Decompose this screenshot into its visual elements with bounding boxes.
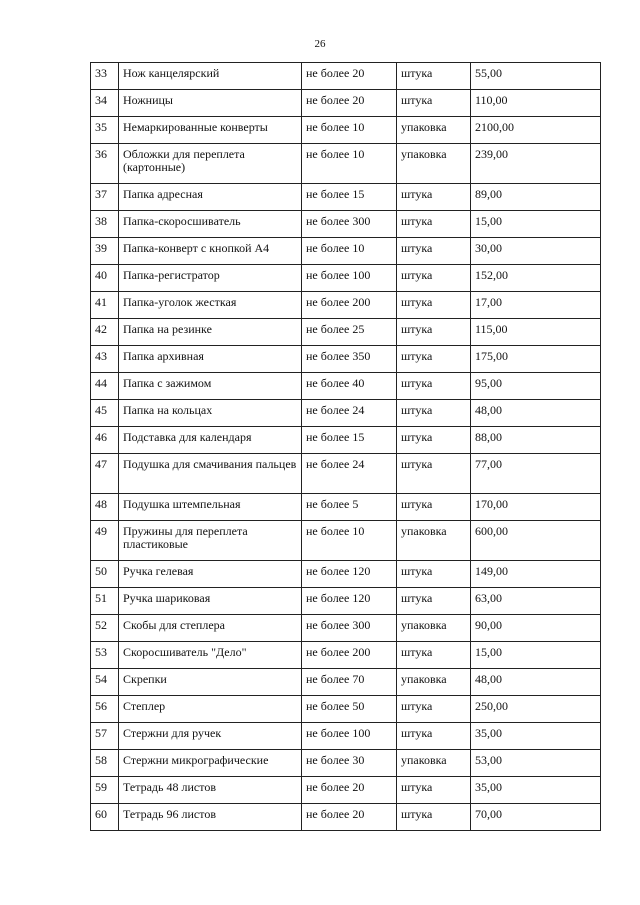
row-number: 36 — [91, 144, 119, 184]
item-quantity: не более 10 — [302, 238, 397, 265]
item-quantity: не более 70 — [302, 669, 397, 696]
item-price: 15,00 — [471, 642, 601, 669]
item-name: Подставка для календаря — [119, 427, 302, 454]
item-price: 110,00 — [471, 90, 601, 117]
table-row — [91, 211, 601, 238]
item-price: 48,00 — [471, 400, 601, 427]
item-unit: упаковка — [397, 144, 471, 184]
item-name: Папка адресная — [119, 184, 302, 211]
item-quantity: не более 15 — [302, 184, 397, 211]
table-row — [91, 750, 601, 777]
item-quantity: не более 20 — [302, 63, 397, 90]
item-price: 35,00 — [471, 723, 601, 750]
table-row — [91, 400, 601, 427]
item-price: 55,00 — [471, 63, 601, 90]
table-row — [91, 90, 601, 117]
table-row — [91, 642, 601, 669]
row-number: 41 — [91, 292, 119, 319]
item-unit: штука — [397, 777, 471, 804]
item-quantity: не более 30 — [302, 750, 397, 777]
item-unit: штука — [397, 319, 471, 346]
item-name: Скобы для степлера — [119, 615, 302, 642]
item-unit: упаковка — [397, 750, 471, 777]
item-quantity: не более 10 — [302, 521, 397, 561]
table-row — [91, 238, 601, 265]
row-number: 34 — [91, 90, 119, 117]
row-number: 47 — [91, 454, 119, 494]
row-number: 58 — [91, 750, 119, 777]
item-quantity: не более 10 — [302, 144, 397, 184]
item-name: Папка на кольцах — [119, 400, 302, 427]
item-name: Скрепки — [119, 669, 302, 696]
item-unit: штука — [397, 63, 471, 90]
item-quantity: не более 200 — [302, 292, 397, 319]
item-unit: штука — [397, 642, 471, 669]
item-quantity: не более 120 — [302, 561, 397, 588]
item-unit: штука — [397, 90, 471, 117]
row-number: 39 — [91, 238, 119, 265]
row-number: 49 — [91, 521, 119, 561]
table-row — [91, 804, 601, 831]
row-number: 46 — [91, 427, 119, 454]
table-row — [91, 723, 601, 750]
item-quantity: не более 15 — [302, 427, 397, 454]
item-name: Обложки для переплета (картонные) — [119, 144, 302, 184]
table-row — [91, 669, 601, 696]
item-unit: штука — [397, 427, 471, 454]
item-quantity: не более 100 — [302, 723, 397, 750]
item-price: 77,00 — [471, 454, 601, 494]
item-unit: штука — [397, 238, 471, 265]
item-name: Ручка шариковая — [119, 588, 302, 615]
item-name: Стержни для ручек — [119, 723, 302, 750]
item-name: Папка-уголок жесткая — [119, 292, 302, 319]
table-row — [91, 588, 601, 615]
item-price: 17,00 — [471, 292, 601, 319]
item-quantity: не более 25 — [302, 319, 397, 346]
item-quantity: не более 200 — [302, 642, 397, 669]
item-quantity: не более 40 — [302, 373, 397, 400]
item-price: 175,00 — [471, 346, 601, 373]
item-name: Тетрадь 48 листов — [119, 777, 302, 804]
row-number: 52 — [91, 615, 119, 642]
item-price: 115,00 — [471, 319, 601, 346]
table-row — [91, 373, 601, 400]
item-quantity: не более 50 — [302, 696, 397, 723]
item-name: Подушка штемпельная — [119, 494, 302, 521]
table-row — [91, 454, 601, 494]
item-name: Степлер — [119, 696, 302, 723]
item-unit: штука — [397, 211, 471, 238]
table-row — [91, 144, 601, 184]
row-number: 60 — [91, 804, 119, 831]
row-number: 33 — [91, 63, 119, 90]
item-price: 2100,00 — [471, 117, 601, 144]
item-name: Немаркированные конверты — [119, 117, 302, 144]
item-price: 170,00 — [471, 494, 601, 521]
table-row — [91, 615, 601, 642]
row-number: 51 — [91, 588, 119, 615]
item-price: 30,00 — [471, 238, 601, 265]
item-name: Тетрадь 96 листов — [119, 804, 302, 831]
table-row — [91, 696, 601, 723]
table-row — [91, 777, 601, 804]
item-price: 239,00 — [471, 144, 601, 184]
item-price: 53,00 — [471, 750, 601, 777]
table-row — [91, 319, 601, 346]
item-name: Папка-регистратор — [119, 265, 302, 292]
item-quantity: не более 20 — [302, 777, 397, 804]
row-number: 37 — [91, 184, 119, 211]
item-quantity: не более 120 — [302, 588, 397, 615]
row-number: 50 — [91, 561, 119, 588]
table-row — [91, 521, 601, 561]
item-quantity: не более 350 — [302, 346, 397, 373]
item-price: 95,00 — [471, 373, 601, 400]
item-unit: штука — [397, 346, 471, 373]
item-unit: штука — [397, 373, 471, 400]
item-name: Пружины для переплета пластиковые — [119, 521, 302, 561]
table-row — [91, 561, 601, 588]
item-unit: штука — [397, 588, 471, 615]
table-row — [91, 184, 601, 211]
row-number: 56 — [91, 696, 119, 723]
item-unit: штука — [397, 561, 471, 588]
row-number: 42 — [91, 319, 119, 346]
item-price: 250,00 — [471, 696, 601, 723]
item-unit: упаковка — [397, 615, 471, 642]
item-price: 600,00 — [471, 521, 601, 561]
item-name: Папка-конверт с кнопкой А4 — [119, 238, 302, 265]
items-table — [90, 62, 601, 831]
item-unit: штука — [397, 400, 471, 427]
item-price: 15,00 — [471, 211, 601, 238]
item-quantity: не более 300 — [302, 211, 397, 238]
item-name: Ножницы — [119, 90, 302, 117]
item-unit: упаковка — [397, 669, 471, 696]
item-name: Ручка гелевая — [119, 561, 302, 588]
item-unit: штука — [397, 454, 471, 494]
row-number: 44 — [91, 373, 119, 400]
item-unit: штука — [397, 804, 471, 831]
item-unit: штука — [397, 723, 471, 750]
item-name: Подушка для смачивания пальцев — [119, 454, 302, 494]
item-price: 35,00 — [471, 777, 601, 804]
table-row — [91, 265, 601, 292]
page-number: 26 — [314, 38, 326, 50]
item-name: Нож канцелярский — [119, 63, 302, 90]
item-price: 48,00 — [471, 669, 601, 696]
item-name: Папка с зажимом — [119, 373, 302, 400]
row-number: 45 — [91, 400, 119, 427]
row-number: 54 — [91, 669, 119, 696]
item-price: 88,00 — [471, 427, 601, 454]
row-number: 57 — [91, 723, 119, 750]
item-unit: штука — [397, 184, 471, 211]
item-quantity: не более 100 — [302, 265, 397, 292]
table-row — [91, 346, 601, 373]
item-unit: штука — [397, 494, 471, 521]
item-name: Папка архивная — [119, 346, 302, 373]
item-unit: упаковка — [397, 521, 471, 561]
item-unit: упаковка — [397, 117, 471, 144]
item-price: 63,00 — [471, 588, 601, 615]
item-quantity: не более 20 — [302, 804, 397, 831]
item-quantity: не более 24 — [302, 400, 397, 427]
item-quantity: не более 5 — [302, 494, 397, 521]
row-number: 53 — [91, 642, 119, 669]
item-unit: штука — [397, 292, 471, 319]
item-unit: штука — [397, 265, 471, 292]
item-quantity: не более 24 — [302, 454, 397, 494]
item-quantity: не более 10 — [302, 117, 397, 144]
item-name: Скоросшиватель "Дело" — [119, 642, 302, 669]
table-row — [91, 427, 601, 454]
item-unit: штука — [397, 696, 471, 723]
table-row — [91, 292, 601, 319]
item-price: 90,00 — [471, 615, 601, 642]
row-number: 35 — [91, 117, 119, 144]
item-name: Стержни микрографические — [119, 750, 302, 777]
row-number: 48 — [91, 494, 119, 521]
item-name: Папка-скоросшиватель — [119, 211, 302, 238]
item-name: Папка на резинке — [119, 319, 302, 346]
item-price: 70,00 — [471, 804, 601, 831]
item-price: 152,00 — [471, 265, 601, 292]
row-number: 38 — [91, 211, 119, 238]
item-price: 149,00 — [471, 561, 601, 588]
item-quantity: не более 20 — [302, 90, 397, 117]
row-number: 40 — [91, 265, 119, 292]
item-price: 89,00 — [471, 184, 601, 211]
row-number: 43 — [91, 346, 119, 373]
row-number: 59 — [91, 777, 119, 804]
item-quantity: не более 300 — [302, 615, 397, 642]
table-row — [91, 494, 601, 521]
table-row — [91, 117, 601, 144]
table-row — [91, 63, 601, 90]
items-table-body — [91, 63, 601, 831]
